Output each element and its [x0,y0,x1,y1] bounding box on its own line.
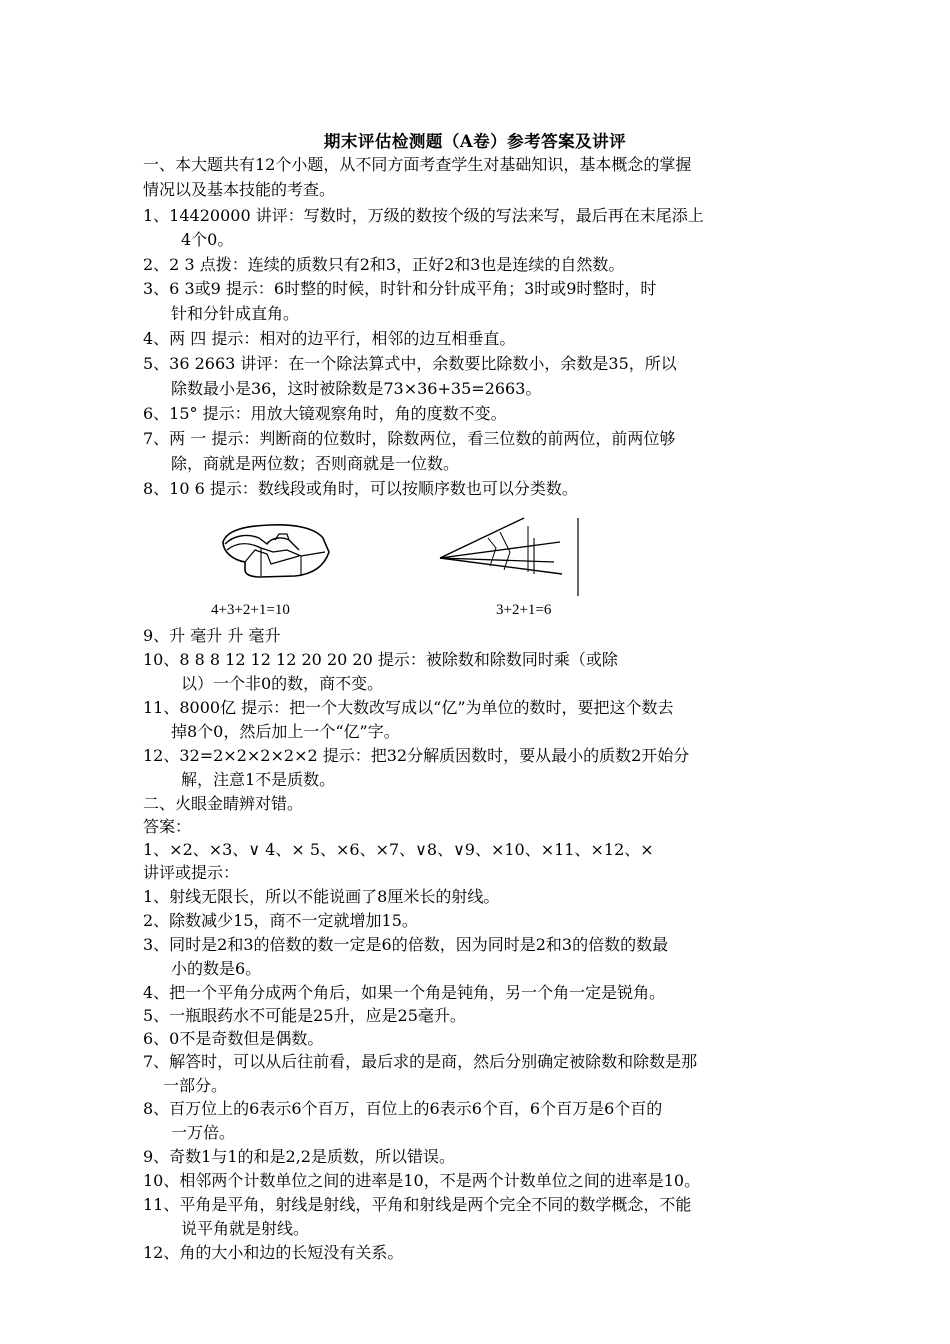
hint-item-3: 3、同时是2和3的倍数的数一定是6的倍数，因为同时是2和3的倍数的数最 [143,935,669,954]
answer-item-1: 1、14420000 讲评：写数时，万级的数按个级的写法来写，最后再在末尾添上 [143,206,704,225]
line-segment-figure [215,520,335,582]
hint-item-2: 2、除数减少15，商不一定就增加15。 [143,911,418,930]
angle-count-figure [438,512,586,598]
answer-item-2: 2、2 3 点拨：连续的质数只有2和3，正好2和3也是连续的自然数。 [143,255,625,274]
answer-item-12: 12、32=2×2×2×2×2 提示：把32分解质因数时，要从最小的质数2开始分 [143,746,690,765]
answer-item-8: 8、10 6 提示：数线段或角时，可以按顺序数也可以分类数。 [143,479,578,498]
hint-item-11: 11、平角是平角，射线是射线，平角和射线是两个完全不同的数学概念，不能 [143,1195,692,1214]
hint-item-1: 1、射线无限长，所以不能说画了8厘米长的射线。 [143,887,500,906]
hint-item-3-cont: 小的数是6。 [171,959,262,978]
answers-list: 1、×2、×3、∨ 4、× 5、×6、×7、∨8、∨9、×10、×11、×12、× [143,840,654,859]
answer-item-5-cont: 除数最小是36，这时被除数是73×36+35=2663。 [171,379,542,398]
hint-item-7-cont: 一部分。 [163,1076,228,1095]
figure-caption-left: 4+3+2+1=10 [211,602,290,618]
hints-label: 讲评或提示： [143,863,240,882]
answer-item-3: 3、6 3或9 提示：6时整的时候，时针和分针成平角；3时或9时整时，时 [143,279,657,298]
answer-item-11: 11、8000亿 提示：把一个大数改写成以“亿”为单位的数时，要把这个数去 [143,698,674,717]
hint-item-8: 8、百万位上的6表示6个百万，百位上的6表示6个百，6个百万是6个百的 [143,1099,663,1118]
section1-intro-cont: 情况以及基本技能的考查。 [143,180,336,199]
hint-item-6: 6、0不是奇数但是偶数。 [143,1029,324,1048]
answer-item-9: 9、升 毫升 升 毫升 [143,626,281,645]
hint-item-9: 9、奇数1与1的和是2,2是质数，所以错误。 [143,1147,455,1166]
answer-item-11-cont: 掉8个0，然后加上一个“亿”字。 [171,722,400,741]
hint-item-7: 7、解答时，可以从后往前看，最后求的是商，然后分别确定被除数和除数是那 [143,1052,698,1071]
figure-caption-right: 3+2+1=6 [496,602,552,618]
hint-item-12: 12、角的大小和边的长短没有关系。 [143,1243,404,1262]
section1-intro: 一、本大题共有12个小题，从不同方面考查学生对基础知识，基本概念的掌握 [143,155,692,174]
answer-item-3-cont: 针和分针成直角。 [171,304,300,323]
hint-item-11-cont: 说平角就是射线。 [181,1219,310,1238]
hint-item-8-cont: 一万倍。 [171,1123,236,1142]
answer-item-5: 5、36 2663 讲评：在一个除法算式中，余数要比除数小，余数是35，所以 [143,354,677,373]
answer-item-7-cont: 除，商就是两位数；否则商就是一位数。 [171,454,460,473]
answer-item-10: 10、8 8 8 12 12 12 20 20 20 提示：被除数和除数同时乘（或除 [143,650,618,669]
answer-item-7: 7、两 一 提示：判断商的位数时，除数两位，看三位数的前两位，前两位够 [143,429,676,448]
answer-item-4: 4、两 四 提示：相对的边平行，相邻的边互相垂直。 [143,329,516,348]
answer-item-6: 6、15° 提示：用放大镜观察角时，角的度数不变。 [143,404,507,423]
answer-item-12-cont: 解，注意1不是质数。 [181,770,336,789]
section2-heading: 二、火眼金睛辨对错。 [143,794,304,813]
answer-item-1-cont: 4个0。 [181,230,234,249]
answer-item-10-cont: 以）一个非0的数，商不变。 [181,674,384,693]
hint-item-4: 4、把一个平角分成两个角后，如果一个角是钝角，另一个角一定是锐角。 [143,983,666,1002]
hint-item-10: 10、相邻两个计数单位之间的进率是10，不是两个计数单位之间的进率是10。 [143,1171,701,1190]
page-title: 期末评估检测题（A卷）参考答案及讲评 [323,132,627,151]
hint-item-5: 5、一瓶眼药水不可能是25升，应是25毫升。 [143,1006,466,1025]
answers-label: 答案： [143,817,192,836]
